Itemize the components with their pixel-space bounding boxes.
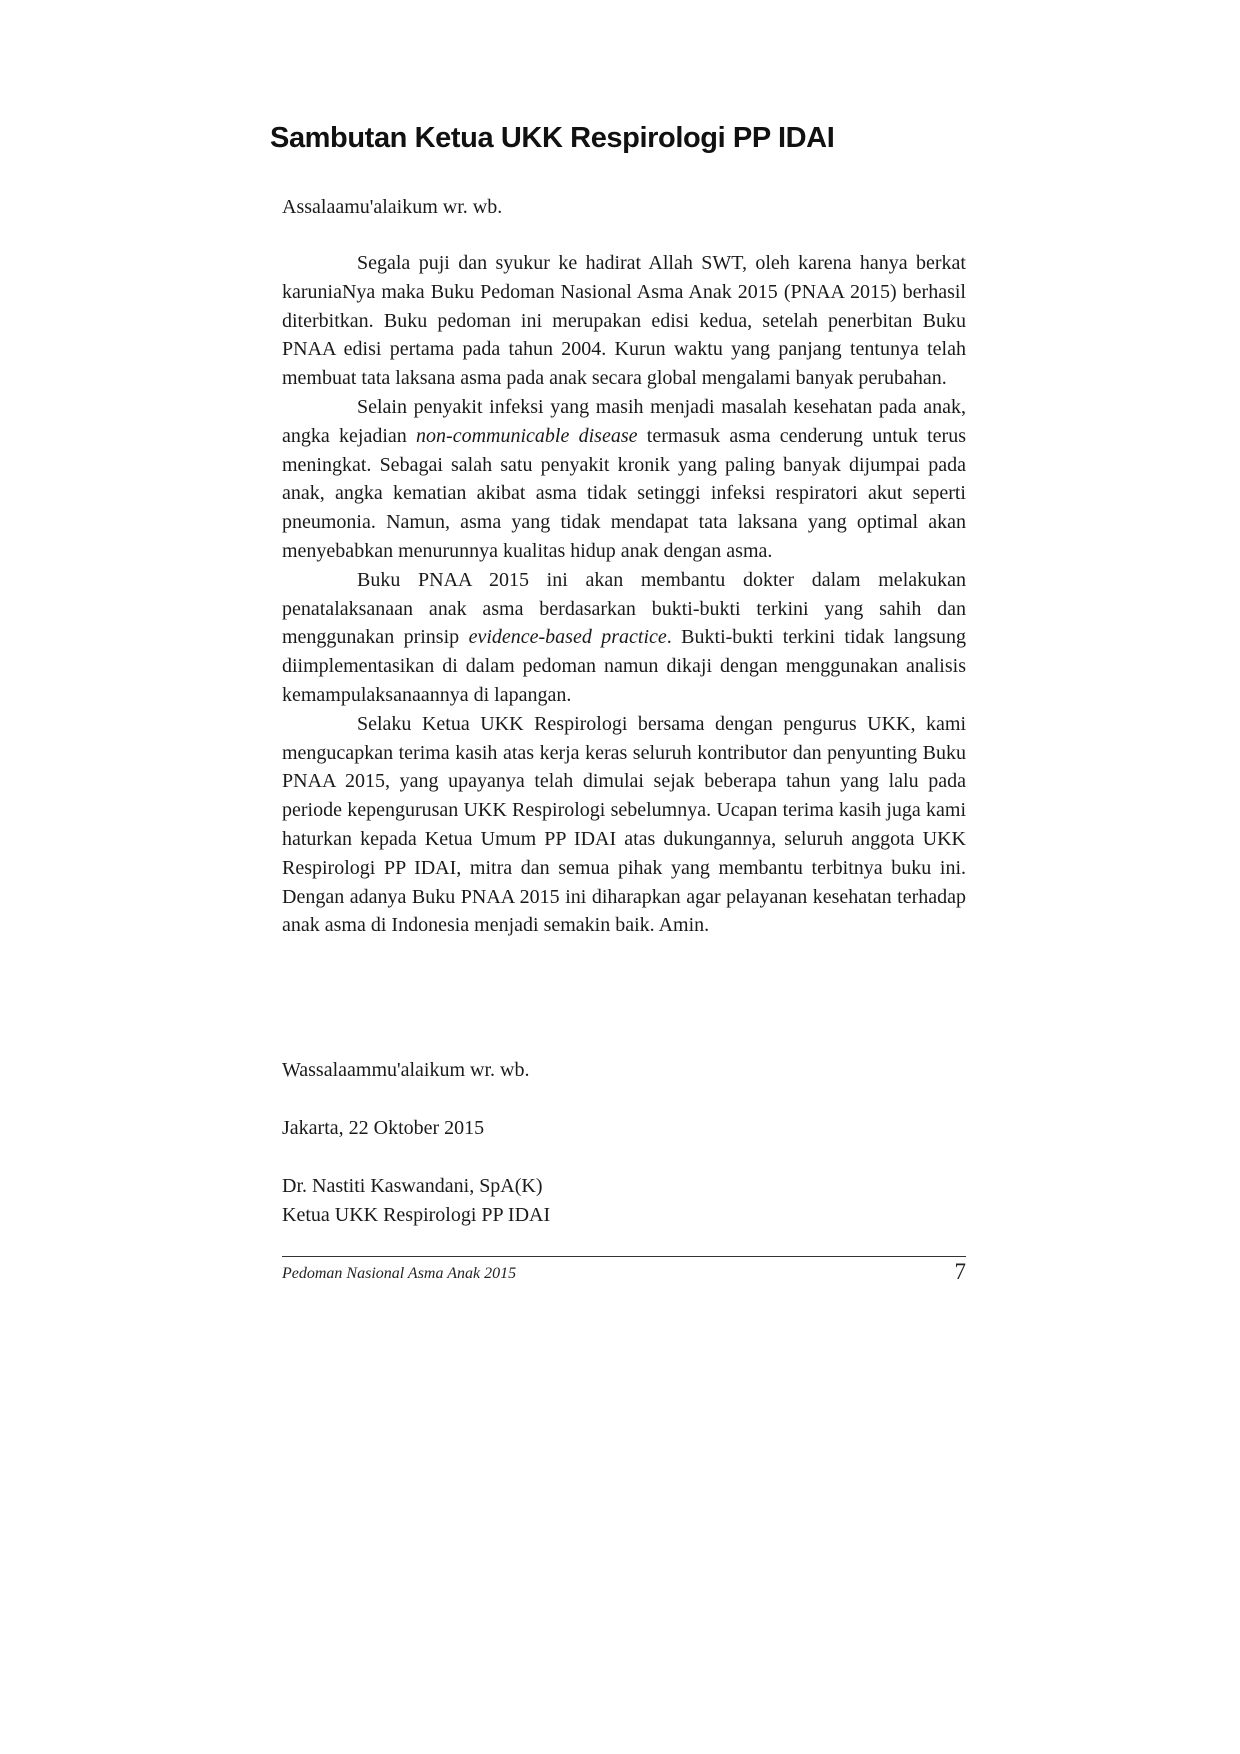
place-date: Jakarta, 22 Oktober 2015 xyxy=(282,1117,485,1139)
signatory-title: Ketua UKK Respirologi PP IDAI xyxy=(282,1203,551,1226)
paragraph-text: . Bukti-bukti terkini tidak langsung diimplementasikan di dalam pedoman namun dikaji dengan menggunakan analisis kemampulaksanaannya di lapangan. xyxy=(282,626,967,706)
paragraph-text: termasuk asma cenderung untuk terus meningkat. Sebagai salah satu penyakit kronik yang paling banyak dijumpai pada anak, angka kematian akibat asma tidak setinggi infeksi respiratori akut seperti pneumonia. Namun, asma yang tidak mendapat tata laksana yang optimal akan menyebabkan menurunnya kualitas hidup anak dengan asma. xyxy=(282,424,966,562)
signatory-name: Dr. Nastiti Kaswandani, SpA(K) xyxy=(282,1175,543,1197)
letter-body xyxy=(282,249,966,940)
page-number: 7 xyxy=(954,1259,966,1284)
paragraph-text: Selain penyakit infeksi yang masih menjadi masalah kesehatan pada anak, angka kejadian xyxy=(282,395,966,447)
paragraph: Selaku Ketua UKK Respirologi bersama dengan pengurus UKK, kami mengucapkan terima kasih atas kerja keras seluruh kontributor dan penyunting Buku PNAA 2015, yang upayanya telah dimulai sejak beberapa tahun yang lalu pada periode kepengurusan UKK Respirologi sebelumnya. Ucapan terima kasih juga kami haturkan kepada Ketua Umum PP IDAI atas dukungannya, seluruh anggota UKK Respirologi PP IDAI, mitra dan semua pihak yang membantu terbitnya buku ini. Dengan adanya Buku PNAA 2015 ini diharapkan agar pelayanan kesehatan terhadap anak asma di Indonesia menjadi semakin baik. Amin. xyxy=(282,712,966,937)
page-title: Sambutan Ketua UKK Respirologi PP IDAI xyxy=(270,122,835,154)
footer-book-title: Pedoman Nasional Asma Anak 2015 xyxy=(282,1265,517,1282)
paragraph xyxy=(282,566,966,710)
footer-divider xyxy=(282,1256,966,1257)
signature-block xyxy=(282,1172,966,1230)
emphasized-term: non-communicable disease xyxy=(416,424,638,447)
emphasized-term: evidence-based practice xyxy=(468,626,667,649)
paragraph-text: Buku PNAA 2015 ini akan membantu dokter dalam melakukan penatalaksanaan anak asma berdasarkan bukti-bukti terkini yang sahih dan menggunakan prinsip xyxy=(282,568,966,649)
paragraph xyxy=(282,393,966,566)
paragraph: Segala puji dan syukur ke hadirat Allah SWT, oleh karena hanya berkat karuniaNya maka Buku Pedoman Nasional Asma Anak 2015 (PNAA 2015) berhasil diterbitkan. Buku pedoman ini merupakan edisi kedua, setelah penerbitan Buku PNAA edisi pertama pada tahun 2004. Kurun waktu yang panjang tentunya telah membuat tata laksana asma pada anak secara global mengalami banyak perubahan. xyxy=(282,252,966,390)
closing-greeting: Wassalaammu'alaikum wr. wb. xyxy=(282,1059,530,1081)
salutation: Assalaamu'alaikum wr. wb. xyxy=(282,196,503,218)
